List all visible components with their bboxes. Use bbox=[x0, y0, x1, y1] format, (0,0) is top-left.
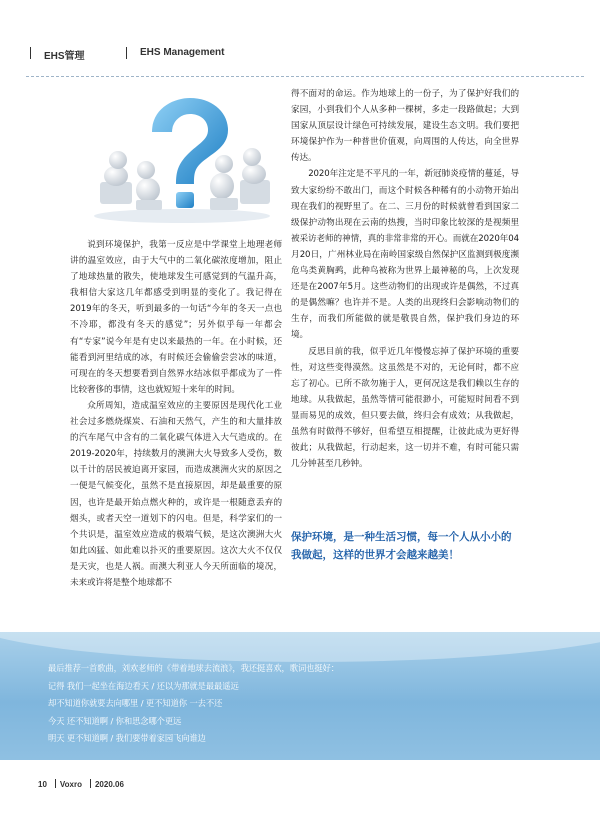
figure-mid-left bbox=[136, 161, 162, 210]
figure-mid-right bbox=[210, 155, 238, 210]
paragraph: 众所周知，造成温室效应的主要原因是现代化工业社会过多燃烧煤炭、石油和天然气，产生的和大量排放的汽车尾气中含有的二氧化碳气体进入大气造成的。在2019-2020年，持续数月的澳洲大火导致多人受伤，数以千计的居民被迫离开家园，而造成澳洲火灾的原因之一便是气候变化，虽然不是直接原因，却是最重要的原因，也许是最开始点燃火种的，或许是一根随意丢弃的烟头，或者天空一道划下的闪电。但是，科学家们的一个共识是，温室效应造成的极端气候，是这次澳洲大火如此凶猛、如此难以扑灭的重要原因。这次大火不仅仅是天灾，也是人祸。而澳大利亚人今天所面临的境况，未来或许将是整个地球都不 bbox=[70, 400, 282, 588]
lyrics-line: 今天 还不知道啊 / 你和思念哪个更远 bbox=[48, 715, 182, 726]
question-mark-illustration bbox=[82, 94, 280, 224]
header-divider bbox=[30, 47, 31, 59]
lyrics-line: 却不知道你就要去向哪里 / 更不知道你 一去不还 bbox=[48, 698, 223, 709]
paragraph: 2020年注定是不平凡的一年，新冠肺炎疫情的蔓延，导致大家纷纷不敢出门，而这个时候各种稀有的小动物开始出现在我们的视野里了。在二、三月份的时候就曾看到国家二级保护动物出现在云南的热搜，当时印象比较深的是视频里被采访老师的神情，真的非常非常的开心。而就在2020年04月20日，广州林业局在南岭国家级自然保护区监测到极度濒危鸟类黄胸鹀，此种鸟被称为世界上最神秘的鸟，上次发现还是在2007年5月。这些动物们的出现或许是偶然，不过真的是偶然嘛？也许并不是。人类的出现终归会影响动物们的生存，而我们所能做的就是敬畏自然，保护我们身边的环境。 bbox=[291, 169, 519, 341]
lyrics-line: 记得 我们一起坐在海边看天 / 还以为那就是最最遥远 bbox=[48, 680, 239, 691]
magazine-name: Voxro bbox=[59, 780, 82, 789]
issue-date: 2020.06 bbox=[94, 780, 124, 789]
song-lyrics-banner bbox=[0, 632, 600, 760]
lyrics-block bbox=[48, 660, 518, 748]
header-section-cn: EHS管理 bbox=[44, 51, 85, 62]
banner-decoration bbox=[0, 632, 600, 662]
footer-divider bbox=[55, 779, 56, 788]
paragraph: 说到环境保护，我第一反应是中学课堂上地理老师讲的温室效应，由于大气中的二氧化碳浓度增加，阻止了地球热量的散失，使地球发生可感觉到的气温升高，我相信大家这几年都感受到明显的变化了。我记得在2019年的冬天，听到最多的一句话“今年的冬天一点也不冷耶，都没有冬天的感觉”；另外似乎每一年都会有“专家”说今年是有史以来最热的一年。在小时候，还能看到河里结成的冰，有时候还会偷偷尝尝冰的味道，可现在的冬天想要看到自然界水结冰似乎都成为了一件比较奢侈的事情，这也就短短十来年的时间。 bbox=[70, 240, 282, 395]
header-section-en: EHS Management bbox=[140, 47, 225, 58]
page-footer bbox=[38, 779, 128, 789]
left-column bbox=[70, 237, 282, 591]
figure-right bbox=[240, 148, 270, 204]
paragraph: 得不面对的命运。作为地球上的一份子，为了保护好我们的家园，小到我们个人从多种一棵树，多走一段路做起；大到国家从顶层设计绿色可持续发展，建设生态文明。我们要把环境保护作为一种普世价值观，向周围的人传达，向全世界传达。 bbox=[291, 89, 519, 164]
header-divider bbox=[126, 47, 127, 59]
paragraph: 反思目前的我，似乎近几年慢慢忘掉了保护环境的重要性，对这些变得漠然。这虽然是不对的，无论何时，都不应忘了初心。已所不欲勿施于人，更何况这是我们赖以生存的地球。从我做起，虽然等情可能很渺小，可能短时间看不到显而易见的成效，但只要去做，终归会有成效；从我做起，虽然有时做得不够好，但希望互相提醒，让彼此成为更好得彼此；从我做起，行动起来，这一切并不难，有时可能只需几分钟甚至几秒钟。 bbox=[291, 346, 519, 470]
figure-left bbox=[100, 151, 132, 204]
lyrics-line: 最后推荐一首歌曲，刘欢老师的《带着地球去流浪》，我还挺喜欢，歌词也挺好： bbox=[48, 663, 339, 673]
page-header bbox=[30, 46, 590, 62]
highlight-quote: 保护环境，是一种生活习惯，每一个人从小小的我做起，这样的世界才会越来越美！ bbox=[291, 531, 512, 561]
header-rule bbox=[26, 76, 584, 77]
right-column bbox=[291, 86, 519, 472]
footer-divider bbox=[90, 779, 91, 788]
page-number: 10 bbox=[38, 780, 47, 789]
lyrics-line: 明天 更不知道啊 / 我们要带着家园飞向谁边 bbox=[48, 733, 206, 744]
